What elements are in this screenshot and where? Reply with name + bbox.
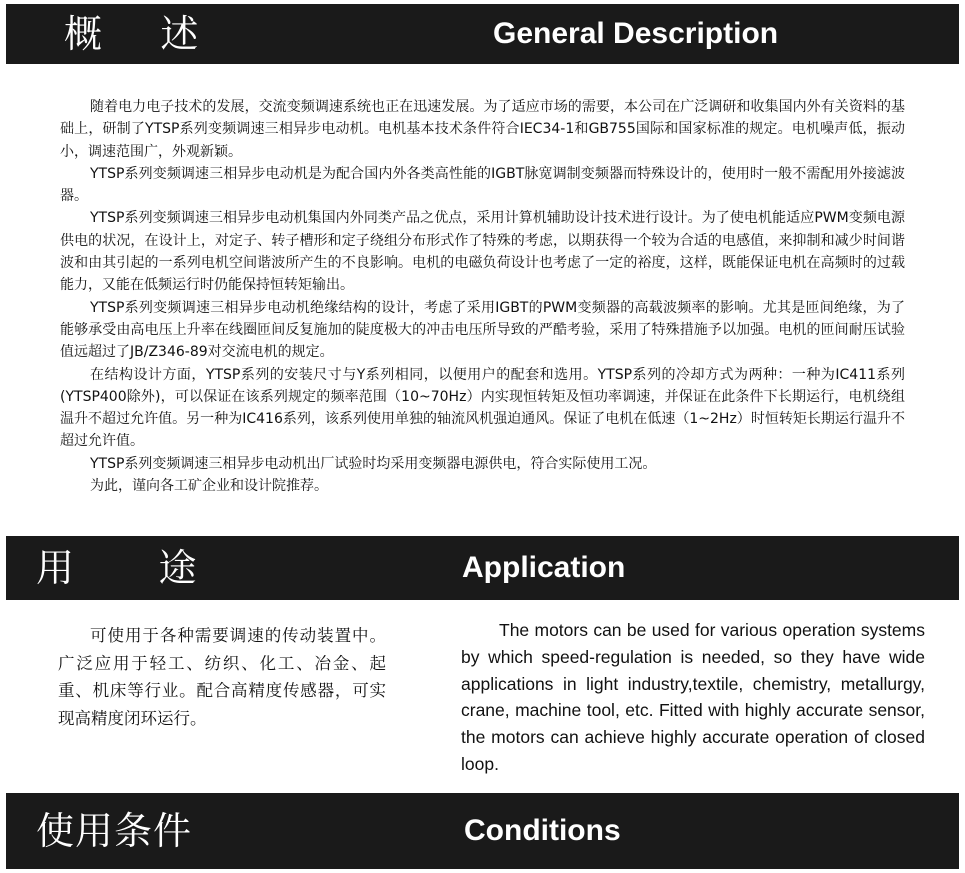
description-paragraph: YTSP系列变频调速三相异步电动机集国内外同类产品之优点，采用计算机辅助设计技术进行设计。为了使电机能适应PWM变频电源供电的状况，在设计上，对定子、转子槽形和定子绕组分布形式作了特殊的考虑，以期获得一个较为合适的电感值，来抑制和减少时间谐波和由其引起的一系列电机空间谐波所产生的不良影响。电机的电磁负荷设计也考虑了一定的裕度，这样，既能保证电机在高频时的过载能力，又能在低频运行时仍能保持恒转矩输出。 xyxy=(60,210,905,294)
description-paragraph: YTSP系列变频调速三相异步电动机出厂试验时均采用变频器电源供电，符合实际使用工况。 xyxy=(90,455,657,472)
general-description-header xyxy=(6,4,959,64)
heading-zh-conditions: 使用条件 xyxy=(36,809,193,853)
application-paragraph-zh: 可使用于各种需要调速的传动装置中。广泛应用于轻工、纺织、化工、冶金、起重、机床等行业。配合高精度传感器，可实现高精度闭环运行。 xyxy=(58,626,386,728)
application-header xyxy=(6,536,959,600)
description-paragraph: 在结构设计方面，YTSP系列的安装尺寸与Y系列相同，以便用户的配套和选用。YTSP系列的冷却方式为两种：一种为IC411系列(YTSP400除外)，可以保证在该系列规定的频率范围（10~70Hz）内实现恒转矩及恒功率调速，并保证在此条件下长期运行，电机绕组温升不超过允许值。另一种为IC416系列，该系列使用单独的轴流风机强迫通风。保证了电机在低速（1~2Hz）时恒转矩长期运行温升不超过允许值。 xyxy=(60,366,905,450)
general-description-body xyxy=(60,96,905,497)
heading-en-conditions: Conditions xyxy=(464,814,621,847)
heading-zh-overview: 概 述 xyxy=(64,12,201,56)
description-paragraph: YTSP系列变频调速三相异步电动机是为配合国内外各类高性能的IGBT脉宽调制变频器而特殊设计的，使用时一般不需配用外接滤波器。 xyxy=(60,165,905,205)
conditions-header xyxy=(6,793,959,869)
description-paragraph: 为此，谨向各工矿企业和设计院推荐。 xyxy=(90,478,328,495)
application-paragraph-en: The motors can be used for various operation systems by which speed-regulation is needed, so they have wide applications in light industry,textile, chemistry, metallurgy, crane, machine tool, etc. Fitted with highly accurate sensor, the motors can achieve highly accurate operation of closed loop. xyxy=(461,620,925,774)
application-text-en xyxy=(461,617,925,778)
heading-en-application: Application xyxy=(462,551,626,584)
application-text-zh xyxy=(58,622,386,732)
description-paragraph: YTSP系列变频调速三相异步电动机绝缘结构的设计，考虑了采用IGBT的PWM变频器的高载波频率的影响。尤其是匝间绝缘，为了能够承受由高电压上升率在线圈匝间反复施加的陡度极大的冲击电压所导致的严酷考验，采用了特殊措施予以加强。电机的匝间耐压试验值远超过了JB/Z346-89对交流电机的规定。 xyxy=(60,299,905,361)
description-paragraph: 随着电力电子技术的发展，交流变频调速系统也正在迅速发展。为了适应市场的需要，本公司在广泛调研和收集国内外有关资料的基础上，研制了YTSP系列变频调速三相异步电动机。电机基本技术条件符合IEC34-1和GB755国际和国家标准的规定。电机噪声低，振动小，调速范围广，外观新颖。 xyxy=(60,99,905,160)
heading-en-general-description: General Description xyxy=(493,17,779,50)
heading-zh-application: 用 途 xyxy=(36,546,197,590)
